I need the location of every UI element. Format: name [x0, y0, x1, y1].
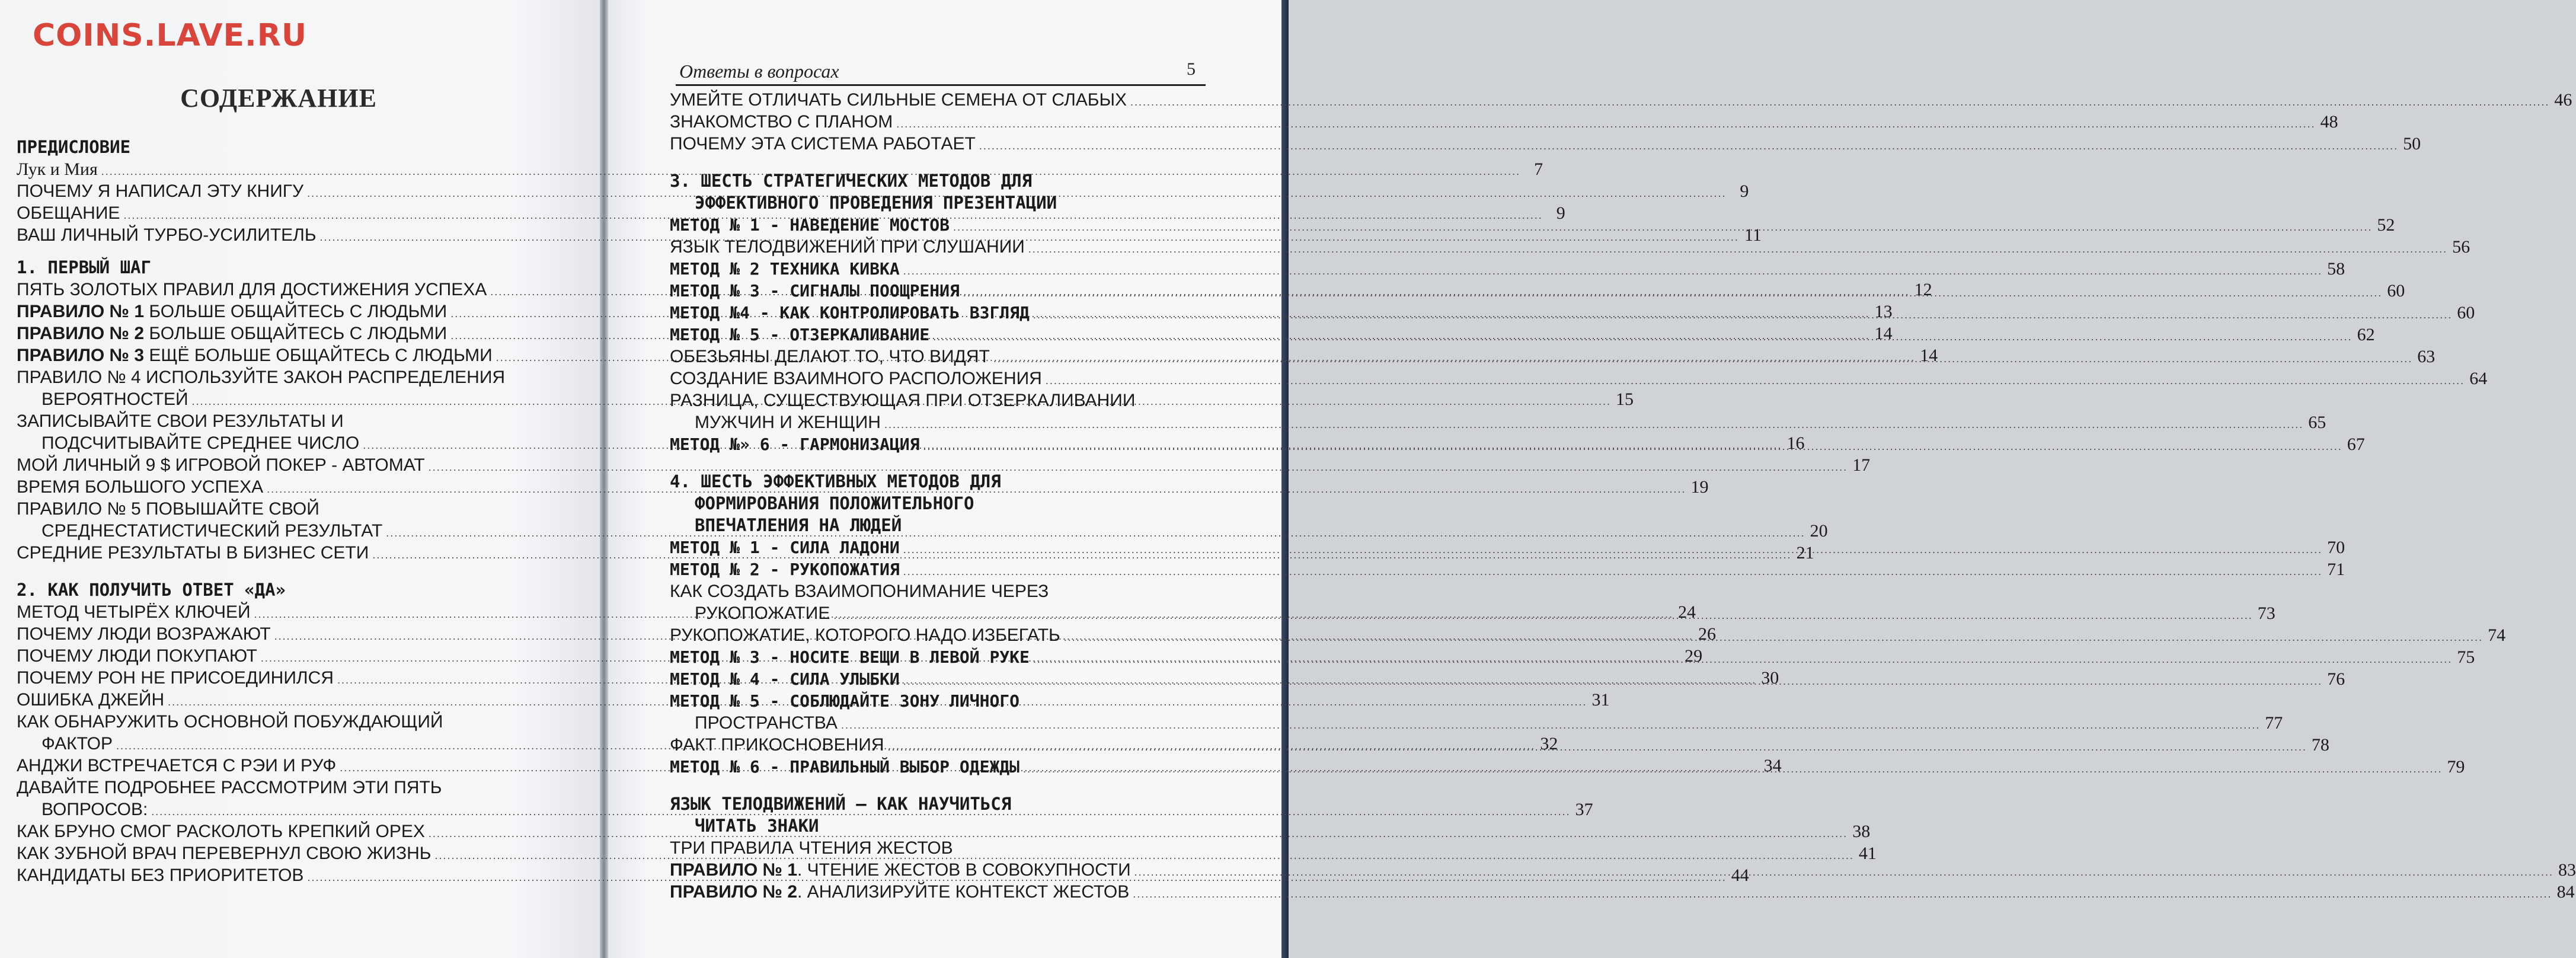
toc-entry: МЕТОД №4 - КАК КОНТРОЛИРОВАТЬ ВЗГЛЯД ..... 60 [670, 302, 1201, 324]
section-heading-chapter2: 2. КАК ПОЛУЧИТЬ ОТВЕТ «ДА» [17, 580, 286, 600]
toc-entry: Лук и Мия ..... 7 [17, 158, 543, 180]
toc-entry: ПОЧЕМУ ЛЮДИ ВОЗРАЖАЮТ ..... 26 [17, 623, 543, 645]
toc-entry: КАНДИДАТЫ БЕЗ ПРИОРИТЕТОВ ..... 44 [17, 864, 543, 886]
toc-entry: ПРАВИЛО № 2 БОЛЬШЕ ОБЩАЙТЕСЬ С ЛЮДЬМИ ..... 14 [17, 322, 543, 344]
toc-entry: ФАКТОР ..... 32 [17, 733, 543, 755]
toc-entry: СОЗДАНИЕ ВЗАИМНОГО РАСПОЛОЖЕНИЯ ..... 64 [670, 368, 1201, 389]
toc-entry: СРЕДНИЕ РЕЗУЛЬТАТЫ В БИЗНЕС СЕТИ ..... 21 [17, 542, 543, 564]
toc-entry: МЕТОД №» 6 - ГАРМОНИЗАЦИЯ ..... 67 [670, 433, 1201, 455]
toc-entry: ПОДСЧИТЫВАЙТЕ СРЕДНЕЕ ЧИСЛО ..... 16 [17, 432, 543, 454]
toc-entry: МЕТОД № 2 ТЕХНИКА КИВКА ..... 58 [670, 258, 1201, 280]
toc-entry: ЗНАКОМСТВО С ПЛАНОМ ..... 48 [670, 111, 1201, 133]
section-heading-chapter3: 3. ШЕСТЬ СТРАТЕГИЧЕСКИХ МЕТОДОВ ДЛЯ [670, 171, 1033, 191]
toc-entry: МЕТОД ЧЕТЫРЁХ КЛЮЧЕЙ ..... 24 [17, 601, 543, 623]
section-heading-chapter3-line2: ЭФФЕКТИВНОГО ПРОВЕДЕНИЯ ПРЕЗЕНТАЦИИ [695, 193, 1057, 213]
toc-entry: ОБЕЗЬЯНЫ ДЕЛАЮТ ТО, ЧТО ВИДЯТ ..... 63 [670, 346, 1201, 368]
toc-entry-line: ПРАВИЛО № 5 ПОВЫШАЙТЕ СВОЙ [17, 499, 319, 519]
toc-entry: КАК ЗУБНОЙ ВРАЧ ПЕРЕВЕРНУЛ СВОЮ ЖИЗНЬ ..... 41 [17, 842, 543, 864]
toc-entry: ПОЧЕМУ ЭТА СИСТЕМА РАБОТАЕТ ..... 50 [670, 133, 1201, 155]
toc-entry: МЕТОД № 3 - СИГНАЛЫ ПООЩРЕНИЯ ..... 60 [670, 280, 1201, 302]
toc-entry-line: ТРИ ПРАВИЛА ЧТЕНИЯ ЖЕСТОВ [670, 838, 953, 858]
toc-entry: АНДЖИ ВСТРЕЧАЕТСЯ С РЭИ И РУФ ..... 34 [17, 755, 543, 777]
toc-entry: ЯЗЫК ТЕЛОДВИЖЕНИЙ ПРИ СЛУШАНИИ ..... 56 [670, 236, 1201, 258]
header-rule [676, 84, 1206, 86]
section-heading-preface: ПРЕДИСЛОВИЕ [17, 137, 131, 157]
toc-entry: МОЙ ЛИЧНЫЙ 9 $ ИГРОВОЙ ПОКЕР - АВТОМАТ ..... 17 [17, 454, 543, 476]
toc-entry: ПОЧЕМУ Я НАПИСАЛ ЭТУ КНИГУ ..... 9 [17, 180, 543, 202]
toc-entry: МЕТОД № 5 - ОТЗЕРКАЛИВАНИЕ ..... 62 [670, 324, 1201, 346]
toc-entry: МЕТОД № 3 - НОСИТЕ ВЕЩИ В ЛЕВОЙ РУКЕ ..... 75 [670, 646, 1201, 668]
toc-entry-line: КАК СОЗДАТЬ ВЗАИМОПОНИМАНИЕ ЧЕРЕЗ [670, 582, 1049, 601]
toc-entry: ПОЧЕМУ РОН НЕ ПРИСОЕДИНИЛСЯ ..... 30 [17, 667, 543, 689]
toc-entry: РУКОПОЖАТИЕ ..... 73 [670, 602, 1201, 624]
toc-entry: ФАКТ ПРИКОСНОВЕНИЯ ..... 78 [670, 734, 1201, 756]
toc-entry-line: ПРАВИЛО № 4 ИСПОЛЬЗУЙТЕ ЗАКОН РАСПРЕДЕЛЕНИЯ [17, 368, 506, 387]
toc-entry: ВАШ ЛИЧНЫЙ ТУРБО-УСИЛИТЕЛЬ ..... 11 [17, 224, 543, 246]
page-number: 5 [1187, 59, 1196, 79]
toc-entry: МУЖЧИН И ЖЕНЩИН ..... 65 [670, 411, 1201, 433]
toc-entry: МЕТОД № 2 - РУКОПОЖАТИЯ ..... 71 [670, 558, 1201, 580]
toc-entry: ПРАВИЛО № 2. АНАЛИЗИРУЙТЕ КОНТЕКСТ ЖЕСТОВ ..... 84 [670, 881, 1201, 903]
toc-entry: УМЕЙТЕ ОТЛИЧАТЬ СИЛЬНЫЕ СЕМЕНА ОТ СЛАБЫХ ..... 46 [670, 89, 1201, 111]
section-heading-chapter4-line3: ВПЕЧАТЛЕНИЯ НА ЛЮДЕЙ [695, 515, 902, 535]
toc-entry: ПРАВИЛО № 1. ЧТЕНИЕ ЖЕСТОВ В СОВОКУПНОСТИ ..... 83 [670, 859, 1201, 881]
toc-entry: ПРОСТРАНСТВА ..... 77 [670, 712, 1201, 734]
toc-entry: ПЯТЬ ЗОЛОТЫХ ПРАВИЛ ДЛЯ ДОСТИЖЕНИЯ УСПЕХА ..... 12 [17, 279, 543, 301]
toc-entry: ОШИБКА ДЖЕЙН ..... 31 [17, 689, 543, 711]
page-title: СОДЕРЖАНИЕ [180, 84, 377, 113]
section-heading-chapter5-line2: ЧИТАТЬ ЗНАКИ [695, 816, 819, 836]
section-heading-chapter1: 1. ПЕРВЫЙ ШАГ [17, 257, 151, 277]
toc-entry: МЕТОД № 1 - НАВЕДЕНИЕ МОСТОВ ..... 52 [670, 214, 1201, 236]
toc-entry-line: РАЗНИЦА, СУЩЕСТВУЮЩАЯ ПРИ ОТЗЕРКАЛИВАНИИ [670, 391, 1136, 410]
toc-entry: МЕТОД № 4 - СИЛА УЛЫБКИ ..... 76 [670, 668, 1201, 690]
section-heading-chapter5: ЯЗЫК ТЕЛОДВИЖЕНИЙ – КАК НАУЧИТЬСЯ [670, 794, 1012, 814]
toc-entry: РУКОПОЖАТИЕ, КОТОРОГО НАДО ИЗБЕГАТЬ ..... 74 [670, 624, 1201, 646]
toc-entry: ВОПРОСОВ: ..... 37 [17, 799, 543, 820]
toc-entry-line: ЗАПИСЫВАЙТЕ СВОИ РЕЗУЛЬТАТЫ И [17, 411, 344, 431]
toc-entry: МЕТОД № 6 - ПРАВИЛЬНЫЙ ВЫБОР ОДЕЖДЫ ..... 79 [670, 756, 1201, 778]
toc-entry: ПОЧЕМУ ЛЮДИ ПОКУПАЮТ ..... 29 [17, 645, 543, 667]
watermark: COINS.LAVE.RU [33, 18, 308, 53]
toc-entry: МЕТОД № 1 - СИЛА ЛАДОНИ ..... 70 [670, 537, 1201, 558]
toc-entry: ОБЕЩАНИЕ ..... 9 [17, 202, 543, 224]
toc-entry: КАК БРУНО СМОГ РАСКОЛОТЬ КРЕПКИЙ ОРЕХ ..... 38 [17, 820, 543, 842]
toc-entry-line: КАК ОБНАРУЖИТЬ ОСНОВНОЙ ПОБУЖДАЮЩИЙ [17, 712, 443, 732]
toc-entry: СРЕДНЕСТАТИСТИЧЕСКИЙ РЕЗУЛЬТАТ ..... 20 [17, 520, 543, 542]
toc-entry: ПРАВИЛО № 3 ЕЩЁ БОЛЬШЕ ОБЩАЙТЕСЬ С ЛЮДЬМИ ..... 14 [17, 344, 543, 366]
toc-entry-line: ДАВАЙТЕ ПОДРОБНЕЕ РАССМОТРИМ ЭТИ ПЯТЬ [17, 778, 442, 797]
toc-entry: ВЕРОЯТНОСТЕЙ ..... 15 [17, 388, 543, 410]
section-heading-chapter4: 4. ШЕСТЬ ЭФФЕКТИВНЫХ МЕТОДОВ ДЛЯ [670, 471, 1001, 491]
section-heading-chapter4-line2: ФОРМИРОВАНИЯ ПОЛОЖИТЕЛЬНОГО [695, 493, 974, 513]
toc-entry-line: МЕТОД № 5 - СОБЛЮДАЙТЕ ЗОНУ ЛИЧНОГО [670, 691, 1020, 711]
toc-entry: ВРЕМЯ БОЛЬШОГО УСПЕХА ..... 19 [17, 476, 543, 498]
running-head: Ответы в вопросах [679, 60, 839, 82]
toc-entry: ПРАВИЛО № 1 БОЛЬШЕ ОБЩАЙТЕСЬ С ЛЮДЬМИ ..... 13 [17, 301, 543, 322]
